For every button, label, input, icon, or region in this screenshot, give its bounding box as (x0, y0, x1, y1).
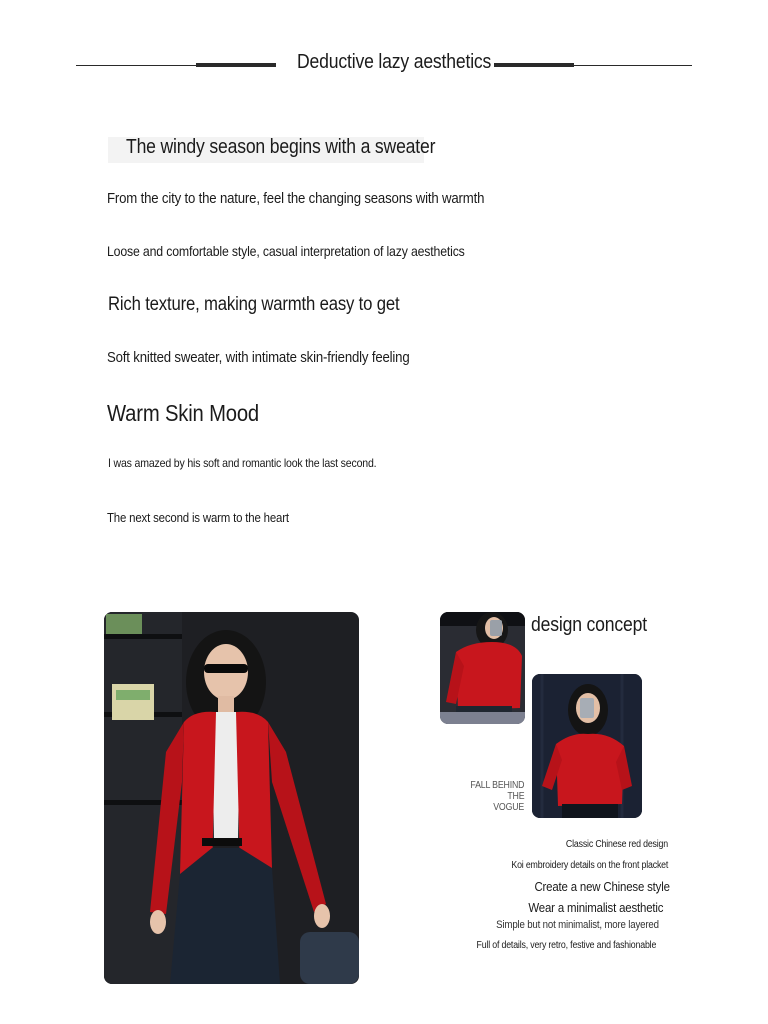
fall-behind-line3: VOGUE (493, 802, 524, 813)
text-soft-knitted: Soft knitted sweater, with intimate skin-friendly feeling (107, 349, 410, 366)
design-concept-title: design concept (531, 614, 647, 636)
heading-warm-skin-mood: Warm Skin Mood (107, 400, 260, 426)
main-product-photo (104, 612, 359, 984)
design-line-koi-embroidery: Koi embroidery details on the front placket (511, 860, 668, 871)
design-line-chinese-style: Create a new Chinese style (534, 879, 670, 894)
header-bar-right (494, 63, 574, 67)
design-line-details: Full of details, very retro, festive and fashionable (476, 940, 656, 951)
header-title: Deductive lazy aesthetics (297, 51, 492, 73)
text-amazed: I was amazed by his soft and romantic look the last second. (108, 456, 377, 470)
heading-rich-texture: Rich texture, making warmth easy to get (108, 294, 400, 315)
design-line-layered: Simple but not minimalist, more layered (496, 919, 659, 931)
fall-behind-line2: THE (506, 791, 524, 802)
thumb-photo-2 (532, 674, 642, 818)
thumb-photo-1 (440, 612, 525, 724)
heading-windy-season: The windy season begins with a sweater (126, 136, 436, 158)
text-warm-heart: The next second is warm to the heart (107, 510, 289, 525)
fall-behind-line1: FALL BEHIND (470, 780, 524, 791)
text-loose-comfortable: Loose and comfortable style, casual interpretation of lazy aesthetics (107, 243, 465, 259)
text-city-nature: From the city to the nature, feel the changing seasons with warmth (107, 190, 485, 207)
design-line-chinese-red: Classic Chinese red design (565, 839, 668, 850)
design-line-minimalist: Wear a minimalist aesthetic (528, 900, 663, 915)
header-bar-left (196, 63, 276, 67)
